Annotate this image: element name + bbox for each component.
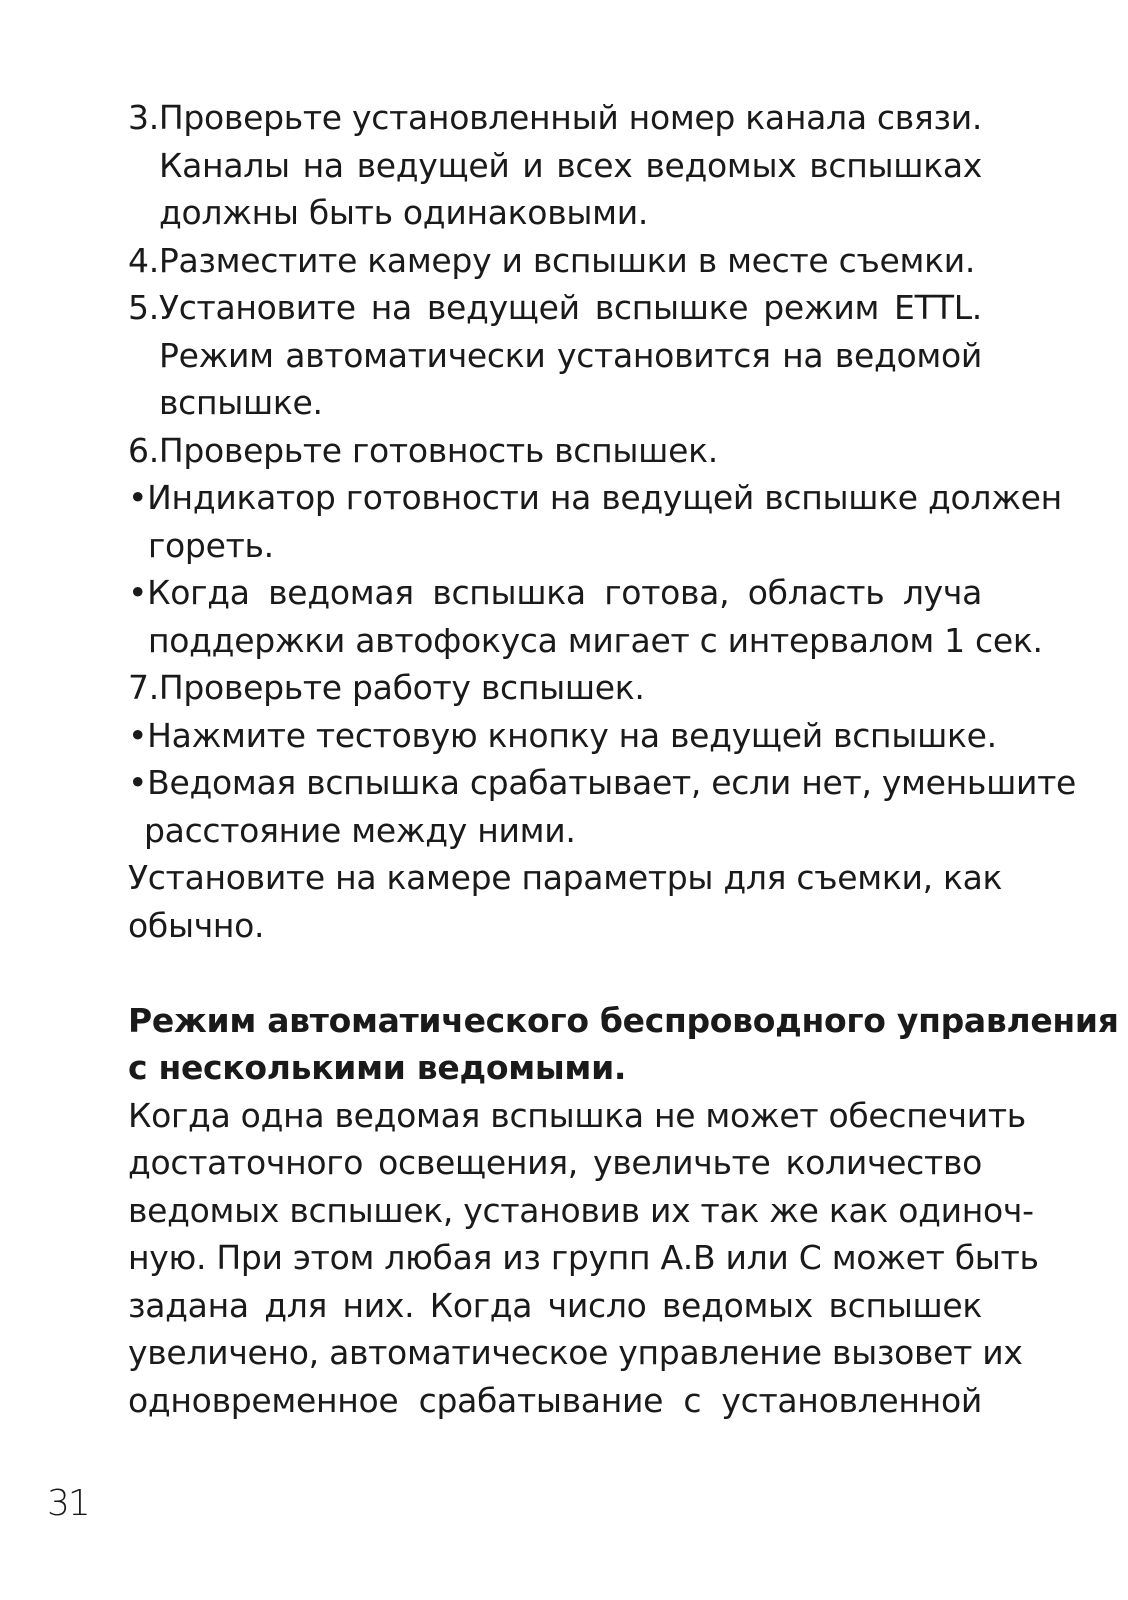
- paragraph-line-1: Когда одна ведомая вспышка не может обеспечить: [128, 1095, 1026, 1135]
- step-5-line-3: вспышке.: [159, 383, 323, 422]
- step-3-line-3: должны быть одинаковыми.: [159, 193, 649, 232]
- bullet-1-line-2: гореть.: [148, 525, 274, 565]
- step-5-line-1: 5.Установите на ведущей вспышке режим ETTL.: [128, 288, 982, 327]
- bullet-1-line-1: •Индикатор готовности на ведущей вспышке должен: [128, 478, 1062, 517]
- bullet-2-line-2: поддержки автофокуса мигает с интервалом 1 сек.: [148, 620, 1043, 660]
- paragraph-line-7: одновременное срабатывание с установленной: [128, 1380, 982, 1420]
- closing-line-1: Установите на камере параметры для съемки, как: [128, 858, 1003, 897]
- bullet-2-line-1: •Когда ведомая вспышка готова, область луча: [128, 573, 982, 612]
- page-number: 31: [47, 1483, 89, 1524]
- paragraph-line-3: ведомых вспышек, установив их так же как одиноч-: [128, 1190, 1034, 1230]
- step-3-line-1: 3.Проверьте установленный номер канала связи.: [128, 98, 983, 137]
- page-content: [128, 94, 1119, 1424]
- step-7-line-1: 7.Проверьте работу вспышек.: [128, 668, 645, 707]
- section-heading-line-1: Режим автоматического беспроводного управления: [128, 1000, 1119, 1040]
- step-4-line-1: 4.Разместите камеру и вспышки в месте съемки.: [128, 240, 976, 280]
- closing-line-2: обычно.: [128, 905, 265, 945]
- section-heading-line-2: с несколькими ведомыми.: [128, 1048, 627, 1087]
- paragraph-line-2: достаточного освещения, увеличьте количество: [128, 1143, 982, 1182]
- section-gap: [128, 949, 982, 997]
- bullet-4-line-1: •Ведомая вспышка срабатывает, если нет, уменьшите: [128, 763, 1077, 802]
- paragraph-line-5: задана для них. Когда число ведомых вспышек: [128, 1285, 982, 1325]
- bullet-4-line-2: расстояние между ними.: [144, 810, 576, 850]
- paragraph-line-6: увеличено, автоматическое управление вызовет их: [128, 1333, 1023, 1372]
- step-6-line-1: 6.Проверьте готовность вспышек.: [128, 430, 718, 470]
- step-5-line-2: Режим автоматически установится на ведомой: [159, 335, 982, 375]
- paragraph-line-4: ную. При этом любая из групп А.В или С может быть: [128, 1238, 1039, 1277]
- bullet-3-line-1: •Нажмите тестовую кнопку на ведущей вспышке.: [128, 715, 997, 755]
- step-3-line-2: Каналы на ведущей и всех ведомых вспышках: [159, 145, 982, 185]
